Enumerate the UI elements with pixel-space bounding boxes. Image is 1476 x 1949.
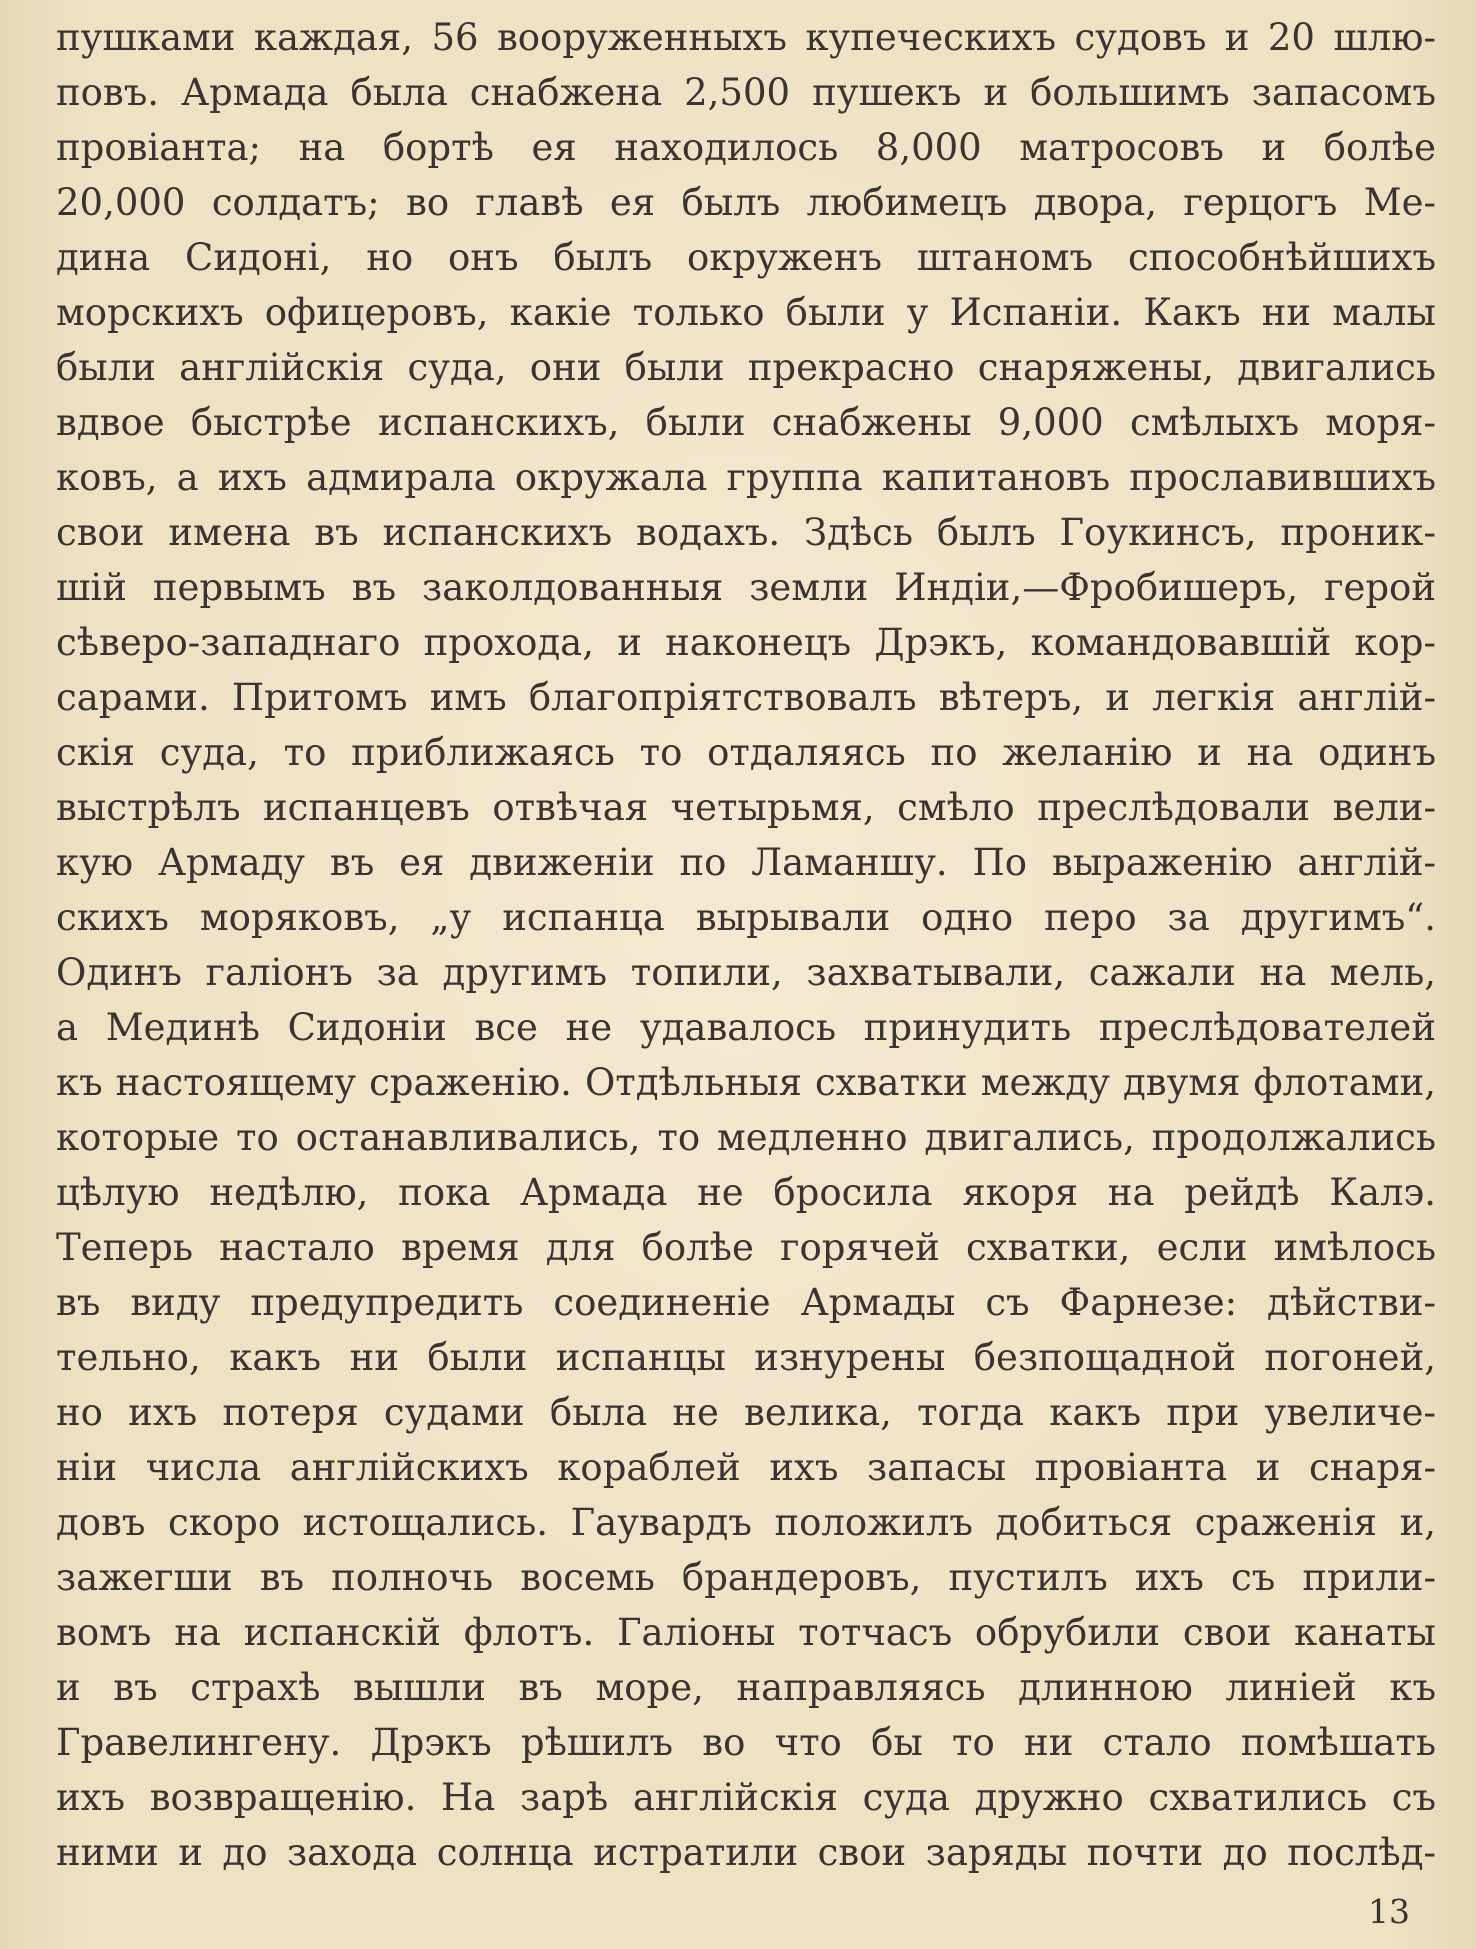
text-line: сарами. Притомъ имъ благопріятствовалъ вѣтеръ, и легкія англій- [56, 676, 1436, 719]
text-line: шій первымъ въ заколдованныя земли Индіи,—Фробишеръ, герой [56, 566, 1436, 609]
text-line: зажегши въ полночь восемь брандеровъ, пустилъ ихъ съ прили- [56, 1556, 1436, 1599]
text-line: выстрѣлъ испанцевъ отвѣчая четырьмя, смѣло преслѣдовали вели- [56, 786, 1436, 829]
text-line: ніи числа англійскихъ кораблей ихъ запасы провіанта и снаря- [56, 1446, 1436, 1489]
text-line: ковъ, а ихъ адмирала окружала группа капитановъ прославившихъ [56, 456, 1436, 499]
text-line: Гравелингену. Дрэкъ рѣшилъ во что бы то ни стало помѣшать [56, 1721, 1436, 1764]
text-line: вомъ на испанскій флотъ. Галіоны тотчасъ обрубили свои канаты [56, 1611, 1436, 1654]
text-line: скія суда, то приближаясь то отдаляясь по желанію и на одинъ [56, 731, 1436, 774]
text-line: 20,000 солдатъ; во главѣ ея былъ любимецъ двора, герцогъ Ме- [56, 181, 1436, 224]
text-line: но ихъ потеря судами была не велика, тогда какъ при увеличе- [56, 1391, 1436, 1434]
text-line: цѣлую недѣлю, пока Армада не бросила якоря на рейдѣ Калэ. [56, 1171, 1436, 1214]
text-line: были англійскія суда, они были прекрасно снаряжены, двигались [56, 346, 1436, 389]
text-line: и въ страхѣ вышли въ море, направляясь длинною линіей къ [56, 1666, 1436, 1709]
text-line: кую Армаду въ ея движеніи по Ламаншу. По выраженію англій- [56, 841, 1436, 884]
text-line: сѣверо-западнаго прохода, и наконецъ Дрэкъ, командовавшій кор- [56, 621, 1436, 664]
text-line: тельно, какъ ни были испанцы изнурены безпощадной погоней, [56, 1336, 1436, 1379]
text-line: ихъ возвращенію. На зарѣ англійскія суда дружно схватились съ [56, 1776, 1436, 1819]
text-line: свои имена въ испанскихъ водахъ. Здѣсь былъ Гоукинсъ, проник- [56, 511, 1436, 554]
text-line: а Мединѣ Сидоніи все не удавалось принудить преслѣдователей [56, 1006, 1436, 1049]
text-line: Одинъ галіонъ за другимъ топили, захватывали, сажали на мель, [56, 951, 1436, 994]
text-line: которые то останавливались, то медленно двигались, продолжались [56, 1116, 1436, 1159]
text-line: пушками каждая, 56 вооруженныхъ купеческихъ судовъ и 20 шлю- [56, 16, 1436, 59]
text-line: къ настоящему сраженію. Отдѣльныя схватки между двумя флотами, [56, 1061, 1436, 1104]
text-line: вдвое быстрѣе испанскихъ, были снабжены 9,000 смѣлыхъ моря- [56, 401, 1436, 444]
text-line: дина Сидоні, но онъ былъ окруженъ штаномъ способнѣйшихъ [56, 236, 1436, 279]
text-line: провіанта; на бортѣ ея находилось 8,000 матросовъ и болѣе [56, 126, 1436, 169]
body-text [56, 10, 1436, 1880]
page-number: 13 [1368, 1892, 1410, 1931]
text-line: ними и до захода солнца истратили свои заряды почти до послѣд- [56, 1831, 1436, 1874]
text-line: повъ. Армада была снабжена 2,500 пушекъ и большимъ запасомъ [56, 71, 1436, 114]
text-line: довъ скоро истощались. Гаувардъ положилъ добиться сраженія и, [56, 1501, 1436, 1544]
text-line: морскихъ офицеровъ, какіе только были у Испаніи. Какъ ни малы [56, 291, 1436, 334]
text-line: Теперь настало время для болѣе горячей схватки, если имѣлось [56, 1226, 1436, 1269]
text-line: скихъ моряковъ, „у испанца вырывали одно перо за другимъ“. [56, 896, 1436, 939]
text-line: въ виду предупредить соединеніе Армады съ Фарнезе: дѣйстви- [56, 1281, 1436, 1324]
